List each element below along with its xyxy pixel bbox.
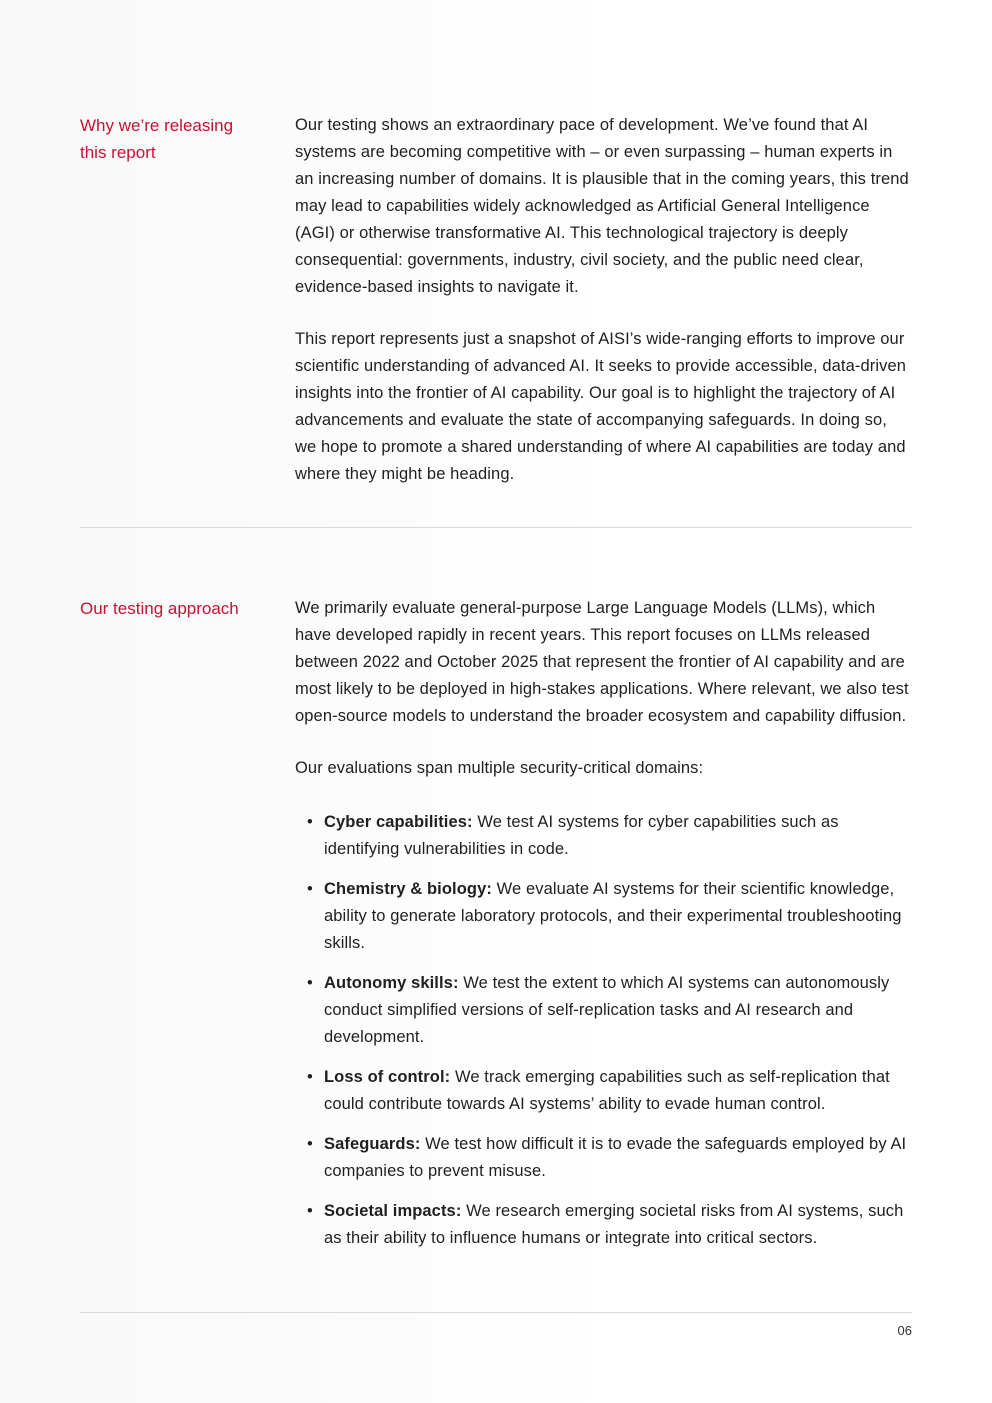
list-item-societal-impacts [307,1198,912,1252]
list-item-lead: Cyber capabilities: [324,813,473,831]
list-item-lead: Safeguards: [324,1135,421,1153]
page-footer [80,1313,912,1340]
evaluation-domains-list [295,809,912,1252]
paragraph: This report represents just a snapshot of AISI’s wide-ranging efforts to improve our scientific understanding of advanced AI. It seeks to provide accessible, data-driven insights into the frontier of AI capability. Our goal is to highlight the trajectory of AI advancements and evaluate the state of accompanying safeguards. In doing so, we hope to promote a shared understanding of where AI capabilities are today and where they might be heading. [295,330,906,483]
list-item-text: We test how difficult it is to evade the safeguards employed by AI companies to prevent misuse. [324,1135,907,1180]
section-aside [80,595,295,622]
list-item-text: We track emerging capabilities such as self-replication that could contribute towards AI systems’ ability to evade human control. [324,1068,890,1113]
list-item-lead: Chemistry & biology: [324,880,492,898]
list-item-text: We test the extent to which AI systems can autonomously conduct simplified versions of self-replication tasks and AI research and development. [324,974,890,1046]
list-item-text: We evaluate AI systems for their scientific knowledge, ability to generate laboratory protocols, and their experimental troubleshooting skills. [324,880,902,952]
section-divider [80,527,912,528]
section-aside [80,112,295,166]
section-heading-why-releasing: Why we’re releasing this report [80,116,234,162]
list-item-chemistry-biology [307,876,912,957]
list-item-text: We research emerging societal risks from AI systems, such as their ability to influence humans or integrate into critical sectors. [324,1202,904,1247]
section-body [295,112,912,488]
paragraph: Our evaluations span multiple security-critical domains: [295,759,704,777]
list-item-cyber-capabilities [307,809,912,863]
paragraph: We primarily evaluate general-purpose Large Language Models (LLMs), which have developed rapidly in recent years. This report focuses on LLMs released between 2022 and October 2025 that represent the frontier of AI capability and are most likely to be deployed in high-stakes applications. Where relevant, we also test open-source models to understand the broader ecosystem and capability diffusion. [295,599,909,725]
list-item-lead: Loss of control: [324,1068,451,1086]
section-why-releasing [80,112,912,488]
page-number: 06 [897,1323,912,1338]
list-item-safeguards [307,1131,912,1185]
list-item-lead: Societal impacts: [324,1202,462,1220]
paragraph: Our testing shows an extraordinary pace of development. We’ve found that AI systems are becoming competitive with – or even surpassing – human experts in an increasing number of domains. It is plausible that in the coming years, this trend may lead to capabilities widely acknowledged as Artificial General Intelligence (AGI) or otherwise transformative AI. This technological trajectory is deeply consequential: governments, industry, civil society, and the public need clear, evidence-based insights to navigate it. [295,116,909,296]
list-item-text: We test AI systems for cyber capabilities such as identifying vulnerabilities in code. [324,813,839,858]
list-item-autonomy-skills [307,970,912,1051]
list-item-lead: Autonomy skills: [324,974,459,992]
section-testing-approach [80,595,912,1252]
section-body [295,595,912,1252]
list-item-loss-of-control [307,1064,912,1118]
section-heading-testing-approach: Our testing approach [80,599,239,618]
